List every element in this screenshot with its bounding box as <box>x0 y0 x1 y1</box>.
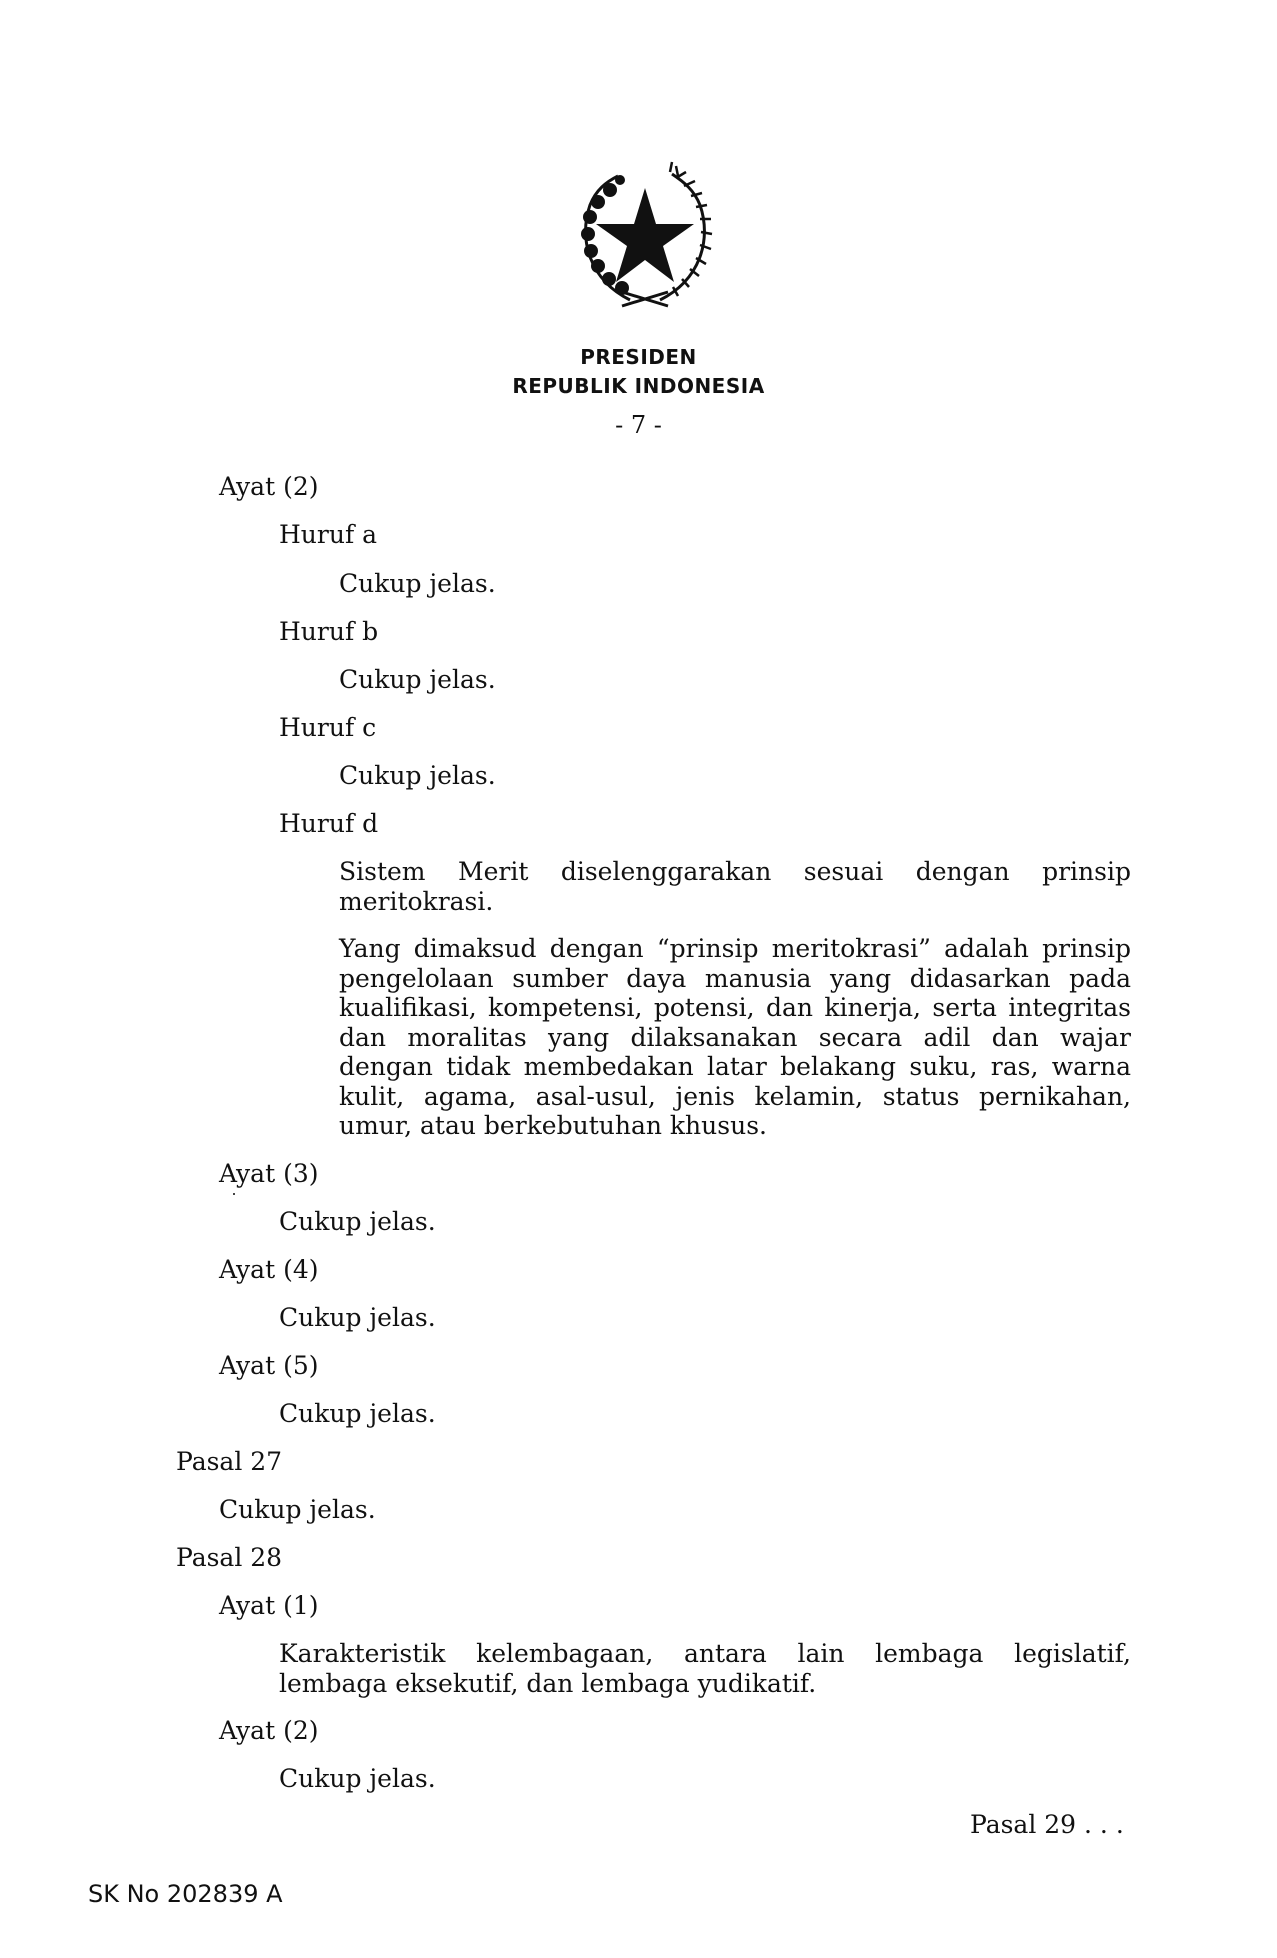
huruf-c-text: Cukup jelas. <box>339 761 496 790</box>
page-number: - 7 - <box>615 411 662 439</box>
pasal-28-ayat-2-label: Ayat (2) <box>219 1716 319 1745</box>
ayat-4-text: Cukup jelas. <box>279 1303 436 1332</box>
pasal-28-ayat-1-text: Karakteristik kelembagaan, antara lain lembaga legislatif, lembaga eksekutif, dan lembaga yudikatif. <box>279 1639 1131 1698</box>
presidential-emblem-icon <box>560 150 730 320</box>
pasal-28-ayat-1-label: Ayat (1) <box>219 1591 319 1620</box>
pasal-28-label: Pasal 28 <box>176 1543 283 1572</box>
scan-speck <box>233 1193 235 1195</box>
huruf-c-label: Huruf c <box>279 713 377 742</box>
pasal-27-text: Cukup jelas. <box>219 1495 376 1524</box>
ayat-2-label: Ayat (2) <box>219 472 319 501</box>
ayat-4-label: Ayat (4) <box>219 1255 319 1284</box>
huruf-a-label: Huruf a <box>279 520 378 549</box>
huruf-b-label: Huruf b <box>279 617 379 646</box>
huruf-a-text: Cukup jelas. <box>339 569 496 598</box>
huruf-b-text: Cukup jelas. <box>339 665 496 694</box>
huruf-d-label: Huruf d <box>279 809 379 838</box>
ayat-3-label: Ayat (3) <box>219 1159 319 1188</box>
pasal-28-ayat-2-text: Cukup jelas. <box>279 1764 436 1793</box>
header-title-republic: REPUBLIK INDONESIA <box>512 374 765 398</box>
ayat-5-label: Ayat (5) <box>219 1351 319 1380</box>
header-title-president: PRESIDEN <box>580 345 697 369</box>
continuation-marker: Pasal 29 . . . <box>970 1810 1124 1839</box>
ayat-3-text: Cukup jelas. <box>279 1207 436 1236</box>
document-code: SK No 202839 A <box>88 1880 283 1908</box>
ayat-5-text: Cukup jelas. <box>279 1399 436 1428</box>
huruf-d-paragraph-2: Yang dimaksud dengan “prinsip meritokrasi” adalah prinsip pengelolaan sumber daya manusia yang didasarkan pada kualifikasi, kompetensi, potensi, dan kinerja, serta integritas dan moralitas yang dilaksanakan secara adil dan wajar dengan tidak membedakan latar belakang suku, ras, warna kulit, agama, asal-usul, jenis kelamin, status pernikahan, umur, atau berkebutuhan khusus. <box>339 934 1131 1140</box>
huruf-d-paragraph-1: Sistem Merit diselenggarakan sesuai dengan prinsip meritokrasi. <box>339 857 1131 916</box>
pasal-27-label: Pasal 27 <box>176 1447 283 1476</box>
